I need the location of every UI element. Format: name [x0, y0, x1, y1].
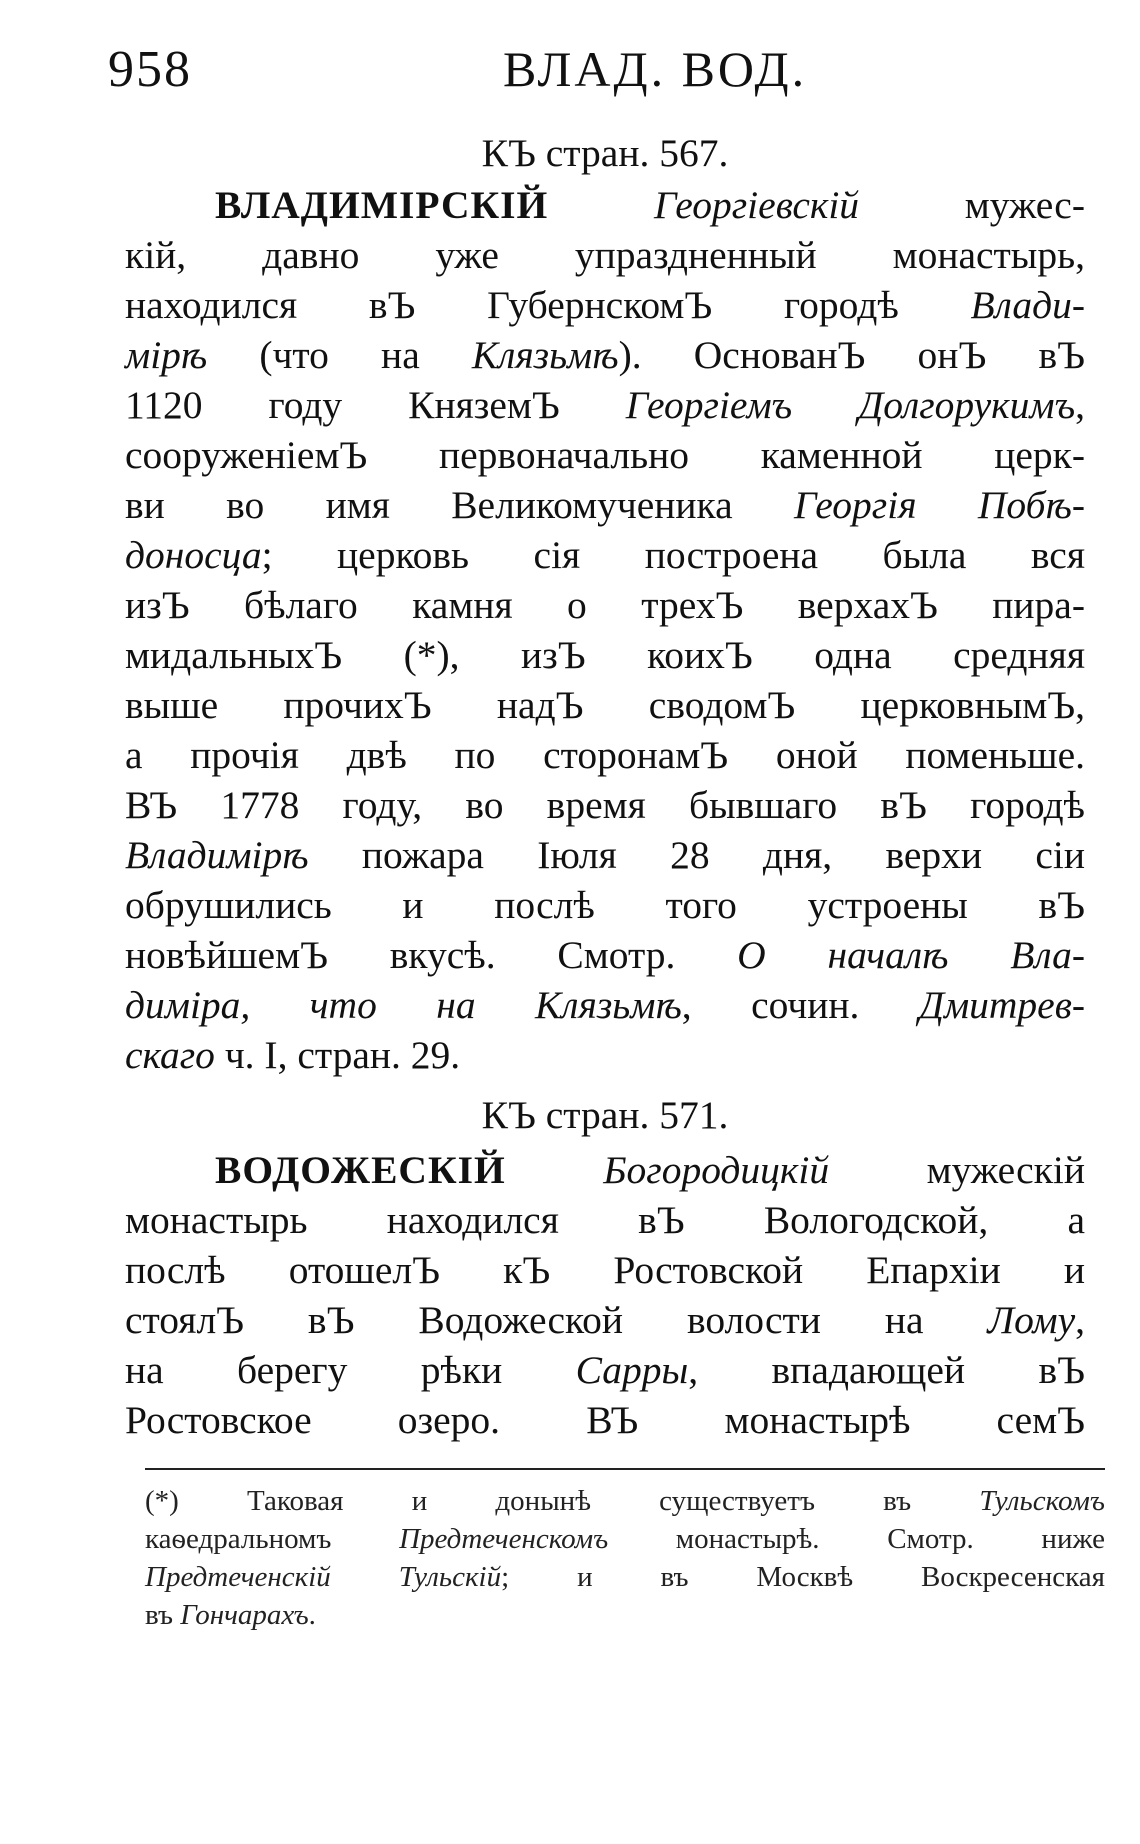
text-line: монастырь находился вЪ Вологодской, а: [125, 1198, 1085, 1242]
text-line: на берегу рѣки Сарры, впадающей вЪ: [125, 1348, 1085, 1392]
footnote-line: каѳедральномъ Предтеченскомъ монастырѣ. Смотр. ниже: [145, 1523, 1105, 1555]
entry-title: ВЛАДИМІРСКІЙ: [215, 183, 549, 227]
entry-dedication: Георгіевскій: [653, 183, 860, 227]
text-line: а прочія двѣ по сторонамЪ оной поменьше.: [125, 733, 1085, 777]
page-header: [108, 40, 1050, 110]
footnote-line: Предтеченскій Тульскій; и въ Москвѣ Воскресенская: [145, 1561, 1105, 1593]
text-line: Владимірѣ пожара Іюля 28 дня, верхи сіи: [125, 833, 1085, 877]
footnote-rule: [145, 1468, 1105, 1470]
text-line: стоялЪ вЪ Водожеской волости на Лому,: [125, 1298, 1085, 1342]
text-line: изЪ бѣлаго камня о трехЪ верхахЪ пира-: [125, 583, 1085, 627]
section-heading: КЪ стран. 571.: [481, 1093, 729, 1137]
text-line: кій, давно уже упраздненный монастырь,: [125, 233, 1085, 277]
text-line: ви во имя Великомученика Георгія Побѣ-: [125, 483, 1085, 527]
text-line: сооруженіемЪ первоначально каменной церк-: [125, 433, 1085, 477]
section-heading: КЪ стран. 567.: [481, 131, 729, 175]
text-line: выше прочихЪ надЪ сводомЪ церковнымЪ,: [125, 683, 1085, 727]
text-line: Ростовское озеро. ВЪ монастырѣ семЪ: [125, 1398, 1085, 1442]
text-line: мірѣ (что на Клязьмѣ). ОснованЪ онЪ вЪ: [125, 333, 1085, 377]
text-line: доносца; церковь сія построена была вся: [125, 533, 1085, 577]
text-line: послѣ отошелЪ кЪ Ростовской Епархіи и: [125, 1248, 1085, 1292]
running-head: ВЛАД. ВОД.: [503, 41, 808, 97]
text-line: диміра, что на Клязьмѣ, сочин. Дмитрев-: [125, 983, 1086, 1027]
text-line: 1120 году КняземЪ Георгіемъ Долгорукимъ,: [125, 383, 1085, 427]
page-number: 958: [108, 41, 192, 98]
text-line: новѣйшемЪ вкусѣ. Смотр. О началѣ Вла-: [125, 933, 1085, 977]
footnote-line: въ Гончарахъ.: [145, 1599, 316, 1631]
text-line: ВЛАДИМІРСКІЙ Георгіевскій мужес-: [215, 183, 1085, 227]
text-line: ВЪ 1778 году, во время бывшаго вЪ городѣ: [125, 783, 1085, 827]
entry-title: ВОДОЖЕСКІЙ: [215, 1148, 506, 1192]
text-line: мидальныхЪ (*), изЪ коихЪ одна средняя: [125, 633, 1085, 677]
footnote-line: (*) Таковая и донынѣ существуетъ въ Тульскомъ: [145, 1485, 1105, 1517]
text-line: обрушились и послѣ того устроены вЪ: [125, 883, 1085, 927]
text-line: ВОДОЖЕСКІЙ Богородицкій мужескій: [215, 1148, 1085, 1192]
text-line: находился вЪ ГубернскомЪ городѣ Влади-: [125, 283, 1085, 327]
text-line: скаго ч. I, стран. 29.: [125, 1033, 461, 1077]
entry-dedication: Богородицкій: [603, 1148, 830, 1192]
